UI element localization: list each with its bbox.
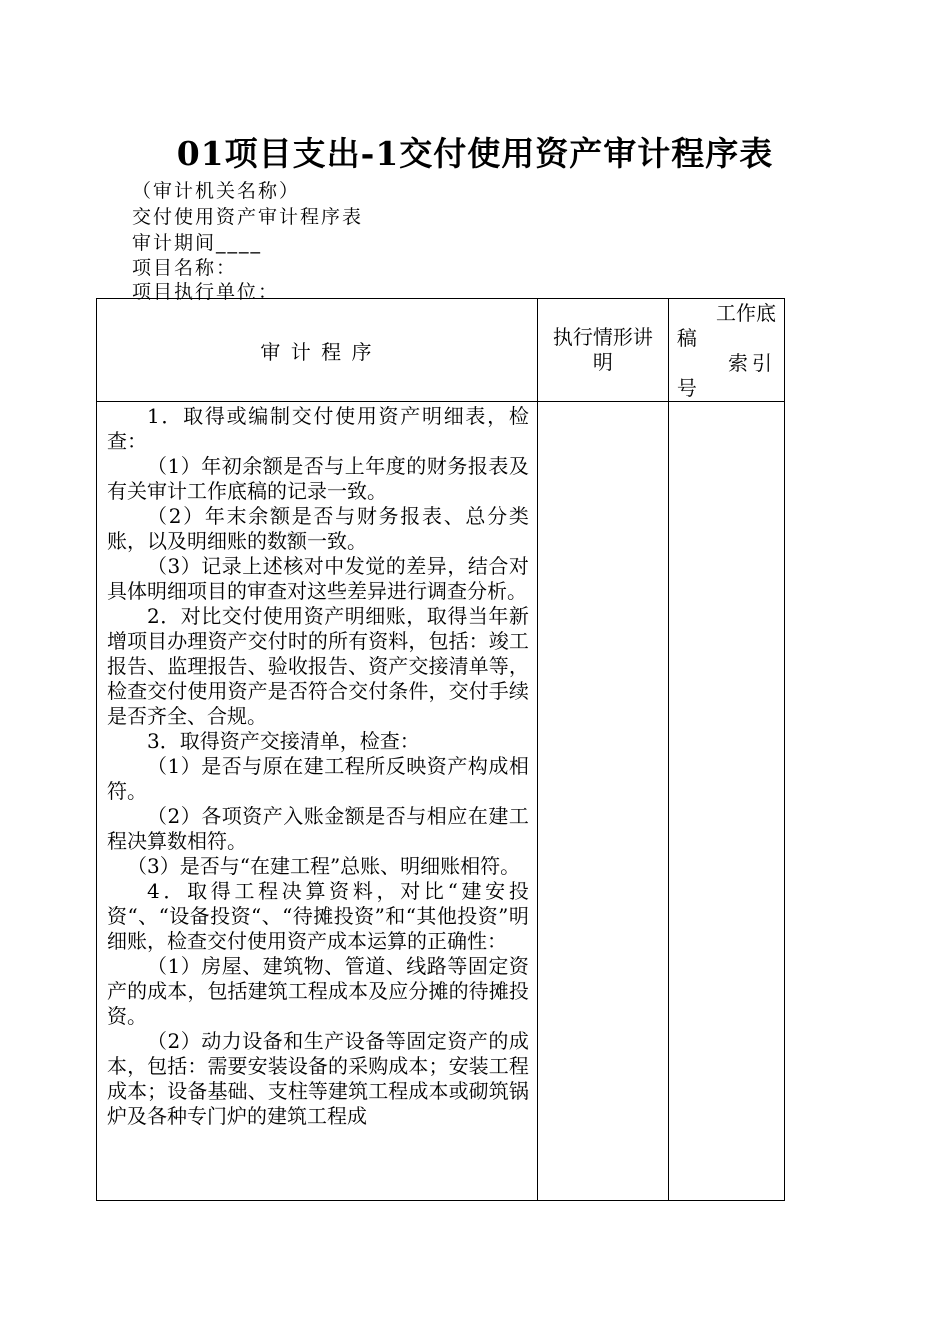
procedure-step: 3．取得资产交接清单，检查： — [147, 729, 420, 753]
procedure-step: （1）房屋、建筑物、管道、线路等固定资产的成本，包括建筑工程成本及应分摊的待摊投资。 — [107, 954, 529, 1028]
project-name: 项目名称： — [132, 257, 238, 279]
execution-cell — [537, 402, 668, 1201]
form-name: 交付使用资产审计程序表 — [132, 206, 364, 228]
procedure-step: （1）年初余额是否与上年度的财务报表及有关审计工作底稿的记录一致。 — [107, 454, 529, 503]
header-execution: 执行情形讲明 — [537, 299, 668, 402]
procedure-step: （3）记录上述核对中发觉的差异，结合对具体明细项目的审查对这些差异进行调查分析。 — [107, 554, 529, 603]
procedure-step: 1．取得或编制交付使用资产明细表，检查： — [107, 404, 529, 453]
procedure-step: 2．对比交付使用资产明细账，取得当年新增项目办理资产交付时的所有资料，包括：竣工报告、监理报告、验收报告、资产交接清单等，检查交付使用资产是否符合交付条件，交付手续是否齐全、合规。 — [107, 604, 529, 728]
audit-procedure-table — [96, 298, 785, 1201]
project-executing-unit: 项目执行单位： — [132, 281, 280, 303]
audit-period: 审计期间____ — [132, 232, 263, 254]
header-workpaper-ref — [668, 299, 784, 402]
audit-agency-name: （审计机关名称） — [132, 180, 301, 202]
procedure-step: （2）各项资产入账金额是否与相应在建工程决算数相符。 — [107, 804, 529, 853]
workpaper-ref-cell — [668, 402, 784, 1201]
header-ref-line2: 稿 — [676, 326, 697, 350]
procedure-cell — [97, 402, 538, 1201]
procedure-step: （2）年末余额是否与财务报表、总分类账，以及明细账的数额一致。 — [107, 504, 529, 553]
document-title: 01项目支出-1交付使用资产审计程序表 — [176, 134, 774, 173]
procedure-step: （3）是否与“在建工程”总账、明细账相符。 — [127, 854, 521, 878]
table-body-row — [97, 402, 785, 1201]
procedure-step: （2）动力设备和生产设备等固定资产的成本，包括：需要安装设备的采购成本；安装工程成本；设备基础、支柱等建筑工程成本或砌筑锅炉及各种专门炉的建筑工程成 — [107, 1029, 529, 1128]
header-ref-line3: 索引 — [728, 351, 776, 375]
procedure-step: 4．取得工程决算资料，对比“建安投资“、“设备投资“、“待摊投资”和“其他投资”明细账，检查交付使用资产成本运算的正确性： — [107, 879, 529, 953]
header-procedure: 审 计 程 序 — [97, 299, 538, 402]
header-ref-line1: 工作底 — [716, 301, 776, 325]
procedure-step: （1）是否与原在建工程所反映资产构成相符。 — [107, 754, 529, 803]
header-ref-line4: 号 — [676, 376, 697, 400]
table-header-row — [97, 299, 785, 402]
